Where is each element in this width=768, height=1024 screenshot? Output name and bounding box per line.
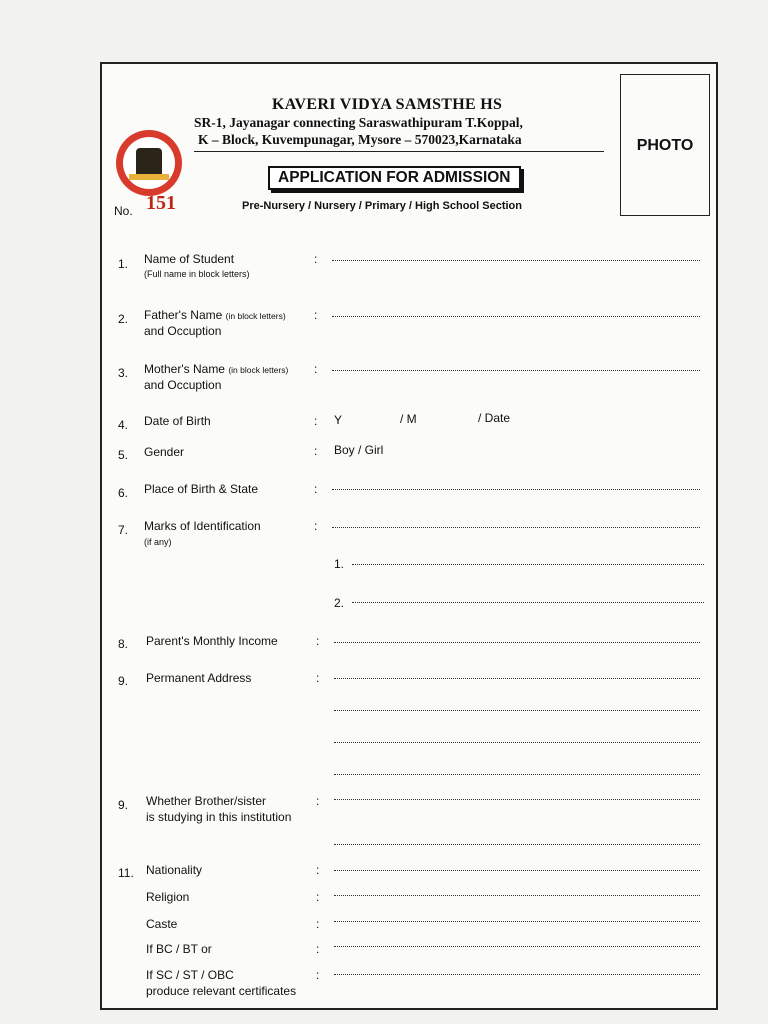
identification-item-number: 1.: [334, 557, 345, 571]
field-label-nationality: Nationality: [146, 863, 203, 877]
field-label-gender: Gender: [144, 445, 185, 459]
bc-bt-field[interactable]: [334, 946, 700, 947]
form-number-value: 151: [146, 192, 176, 214]
field-label-place-of-birth: Place of Birth & State: [144, 482, 259, 496]
monthly-income-field[interactable]: [334, 642, 700, 643]
field-number: 3.: [118, 366, 129, 380]
field-note: (if any): [144, 537, 172, 547]
sibling-field[interactable]: [334, 799, 700, 800]
colon: :: [314, 519, 318, 533]
sibling-field-line2[interactable]: [334, 844, 700, 845]
school-name: KAVERI VIDYA SAMSTHE HS: [272, 96, 503, 113]
field-label-certificates: produce relevant certificates: [146, 984, 297, 998]
school-logo-icon: [116, 130, 182, 196]
colon: :: [314, 308, 318, 322]
field-number: 5.: [118, 448, 129, 462]
student-name-field[interactable]: [332, 260, 700, 261]
field-number: 9.: [118, 798, 129, 812]
identification-mark-1-field[interactable]: [352, 564, 704, 565]
field-number: 9.: [118, 674, 129, 688]
colon: :: [316, 968, 320, 982]
school-address-line1: SR-1, Jayanagar connecting Saraswathipuram T.Koppal,: [194, 115, 523, 130]
colon: :: [316, 942, 320, 956]
field-number: 8.: [118, 637, 129, 651]
field-label-father-name: Father's Name (in block letters): [144, 308, 286, 322]
field-number: 1.: [118, 257, 129, 271]
photo-label: PHOTO: [636, 137, 694, 154]
field-number: 4.: [118, 418, 129, 432]
colon: :: [316, 671, 320, 685]
photo-box: [620, 74, 710, 216]
field-label-religion: Religion: [146, 890, 190, 904]
colon: :: [314, 362, 318, 376]
field-label-sc-st-obc: If SC / ST / OBC: [146, 968, 234, 982]
address-line-4-field[interactable]: [334, 774, 700, 775]
colon: :: [316, 890, 320, 904]
field-label-monthly-income: Parent's Monthly Income: [146, 634, 278, 648]
colon: :: [314, 444, 318, 458]
field-number: 11.: [118, 866, 134, 880]
school-address-line2: K – Block, Kuvempunagar, Mysore – 570023,Karnataka: [198, 132, 522, 147]
address-line-3-field[interactable]: [334, 742, 700, 743]
colon: :: [316, 794, 320, 808]
colon: :: [316, 863, 320, 877]
father-name-field[interactable]: [332, 316, 700, 317]
field-label-sibling: Whether Brother/sister: [146, 794, 267, 808]
application-form-sheet: [100, 62, 718, 1010]
form-number-label: No.: [114, 204, 133, 218]
identification-mark-2-field[interactable]: [352, 602, 704, 603]
field-number: 2.: [118, 312, 129, 326]
field-label-caste: Caste: [146, 917, 178, 931]
field-label-sibling-cont: is studying in this institution: [146, 810, 292, 824]
field-label-mother-name: Mother's Name (in block letters): [144, 362, 289, 376]
gender-options[interactable]: Boy / Girl: [334, 443, 384, 457]
address-divider: [194, 151, 604, 152]
colon: :: [314, 252, 318, 266]
field-label-student-name: Name of Student: [144, 252, 235, 266]
place-of-birth-field[interactable]: [332, 489, 700, 490]
colon: :: [314, 414, 318, 428]
dob-date-label: / Date: [478, 411, 511, 425]
nationality-field[interactable]: [334, 870, 700, 871]
dob-month-label: / M: [400, 412, 417, 426]
mother-name-field[interactable]: [332, 370, 700, 371]
sc-st-obc-field[interactable]: [334, 974, 700, 975]
caste-field[interactable]: [334, 921, 700, 922]
colon: :: [316, 917, 320, 931]
address-line-2-field[interactable]: [334, 710, 700, 711]
field-label-father-occupation: and Occuption: [144, 324, 222, 338]
identification-item-number: 2.: [334, 596, 345, 610]
identification-marks-field[interactable]: [332, 527, 700, 528]
field-label-permanent-address: Permanent Address: [146, 671, 252, 685]
field-label-mother-occupation: and Occuption: [144, 378, 222, 392]
section-line: Pre-Nursery / Nursery / Primary / High School Section: [242, 200, 522, 212]
address-line-1-field[interactable]: [334, 678, 700, 679]
field-label-bc-bt: If BC / BT or: [146, 942, 212, 956]
field-number: 6.: [118, 486, 129, 500]
colon: :: [314, 482, 318, 496]
colon: :: [316, 634, 320, 648]
field-label-dob: Date of Birth: [144, 414, 211, 428]
field-number: 7.: [118, 523, 129, 537]
religion-field[interactable]: [334, 895, 700, 896]
form-title: APPLICATION FOR ADMISSION: [268, 166, 521, 190]
field-label-identification-marks: Marks of Identification: [144, 519, 261, 533]
field-note: (Full name in block letters): [144, 269, 250, 279]
dob-year-label: Y: [334, 413, 343, 427]
